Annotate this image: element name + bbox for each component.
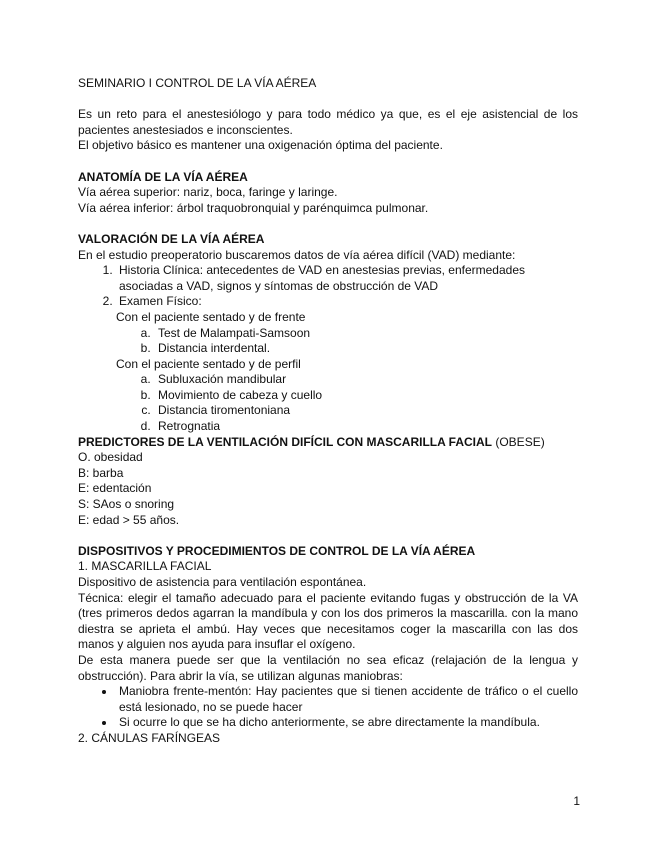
valoracion-list [78, 263, 578, 310]
predictor-line: S: SAos o snoring [78, 497, 175, 512]
predictor-line: E: edentación [78, 481, 152, 496]
frente-label: Con el paciente sentado y de frente [116, 309, 306, 324]
predictor-line: B: barba [78, 465, 124, 480]
subsection-heading-canulas: 2. CÁNULAS FARÍNGEAS [78, 730, 221, 745]
section-heading-anatomia: ANATOMÍA DE LA VÍA AÉREA [78, 169, 248, 184]
perfil-label: Con el paciente sentado y de perfil [116, 356, 301, 371]
anatomia-line: Vía aérea superior: nariz, boca, faringe y laringe. [78, 185, 338, 200]
section-heading-valoracion: VALORACIÓN DE LA VÍA AÉREA [78, 231, 265, 246]
list-item: a. Test de Malampati-Samsoon [154, 326, 578, 342]
list-item: • Si ocurre lo que se ha dicho anteriormente, se abre directamente la mandíbula. [116, 715, 578, 731]
anatomia-line: Vía aérea inferior: árbol traquobronquial y parénquimca pulmonar. [78, 200, 429, 215]
frente-list [78, 326, 578, 357]
valoracion-intro: En el estudio preoperatorio buscaremos datos de vía aérea difícil (VAD) mediante: [78, 247, 516, 262]
subsection-heading-mascarilla: 1. MASCARILLA FACIAL [78, 559, 212, 574]
section-heading-predictores: PREDICTORES DE LA VENTILACIÓN DIFÍCIL CON MASCARILLA FACIAL (OBESE) [78, 434, 545, 449]
page-number: 1 [573, 794, 580, 808]
predictor-line: E: edad > 55 años. [78, 512, 180, 527]
list-item: 2. Examen Físico: [116, 294, 578, 310]
perfil-list [78, 372, 578, 434]
maniobras-list [78, 684, 578, 731]
list-item: 1. Historia Clínica: antecedentes de VAD en anestesias previas, enfermedades asociadas a VAD, signos y síntomas de obstrucción de VAD [116, 263, 578, 294]
mascarilla-tecnica: Técnica: elegir el tamaño adecuado para el paciente evitando fugas y obstrucción de la VA (tres primeros dedos agarran la mandíbula y con los dos primeros la mascarilla. con la mano diestra se aprieta el ambú. Hay veces que necesitamos coger la mascarilla con las dos manos y alguien nos ayuda para insuflar el oxígeno. [78, 590, 578, 652]
list-item: • Maniobra frente-mentón: Hay pacientes que si tienen accidente de tráfico o el cuello está lesionado, no se puede hacer [116, 684, 578, 715]
document-title: SEMINARIO I CONTROL DE LA VÍA AÉREA [78, 76, 317, 90]
list-item: d. Retrognatia [154, 419, 578, 435]
document-body [78, 76, 578, 747]
list-item: c. Distancia tiromentoniana [154, 403, 578, 419]
list-item: b. Distancia interdental. [154, 341, 578, 357]
list-item: a. Subluxación mandibular [154, 372, 578, 388]
mascarilla-description: Dispositivo de asistencia para ventilación espontánea. [78, 575, 367, 589]
section-heading-dispositivos: DISPOSITIVOS Y PROCEDIMIENTOS DE CONTROL DE LA VÍA AÉREA [78, 543, 476, 558]
mascarilla-maniobras-intro: De esta manera puede ser que la ventilación no sea eficaz (relajación de la lengua y obstrucción). Para abrir la vía, se utilizan algunas maniobras: [78, 652, 578, 683]
intro-objective: El objetivo básico es mantener una oxigenación óptima del paciente. [78, 138, 443, 153]
list-item: b. Movimiento de cabeza y cuello [154, 388, 578, 404]
intro-paragraph: Es un reto para el anestesiólogo y para todo médico ya que, es el eje asistencial de los pacientes anestesiados e inconscientes. [78, 107, 578, 137]
predictor-line: O. obesidad [78, 450, 143, 465]
